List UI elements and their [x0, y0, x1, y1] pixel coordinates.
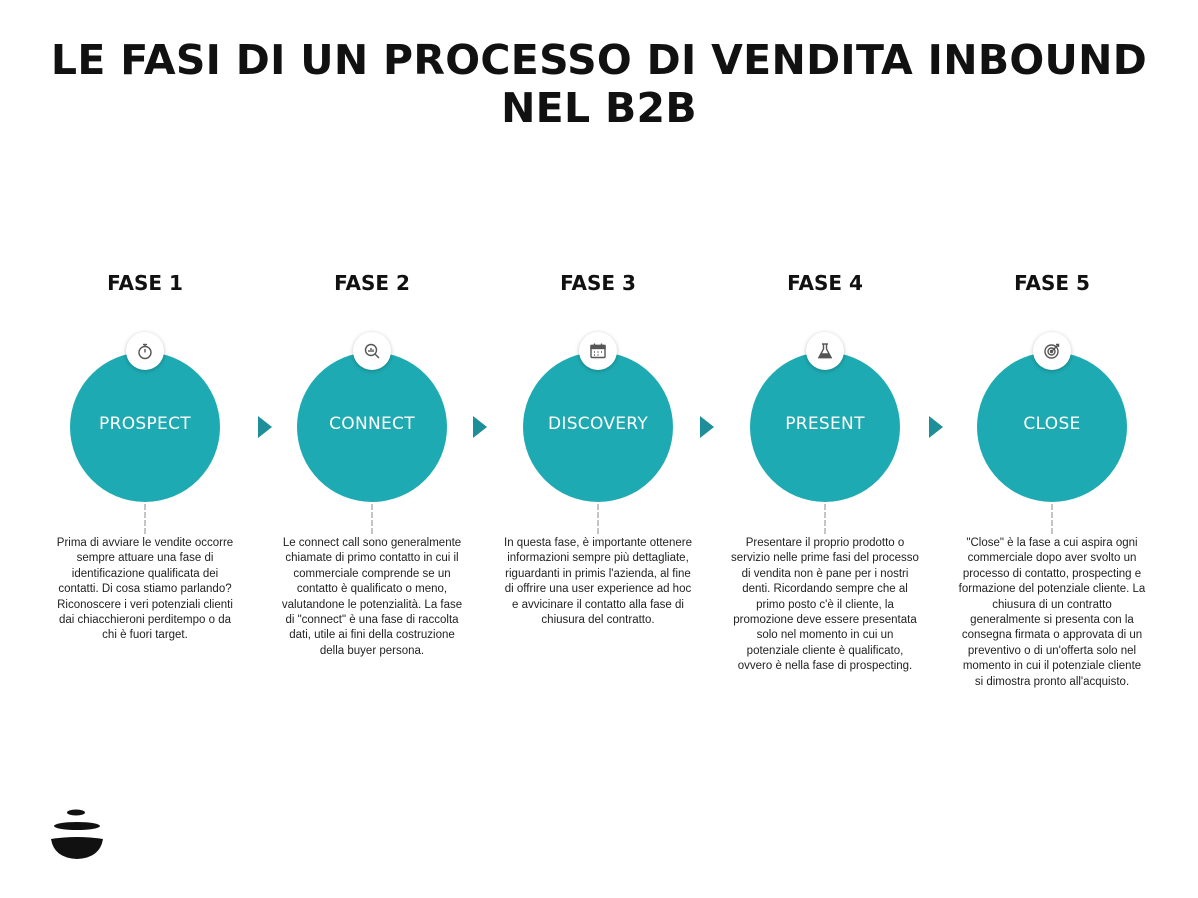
- dashed-connector: [824, 504, 826, 534]
- phase-label: FASE 3: [560, 271, 636, 295]
- arrow-right-icon: [473, 416, 487, 438]
- stacked-stones-logo: [48, 808, 106, 862]
- phase-description: Le connect call sono generalmente chiamate di primo contatto in cui il commerciale comprende se un contatto è qualificato o meno, valutandone le potenzialità. La fase di "connect" è una fase di raccolta dati, utile ai fini della costruzione della buyer persona.: [281, 537, 463, 657]
- phase-label: FASE 2: [334, 271, 410, 295]
- dashed-connector: [371, 504, 373, 534]
- phase-label: FASE 4: [787, 271, 863, 295]
- phase-5: [952, 0, 1152, 898]
- phase-name: PROSPECT: [99, 414, 191, 434]
- stopwatch-icon: [126, 332, 164, 370]
- phase-description: In questa fase, è importante ottenere informazioni sempre più dettagliate, riguardanti in primis l'azienda, al fine di offrire una user experience ad hoc e avvicinare il contatto alla fase di chiusura del contratto.: [504, 537, 692, 627]
- flask-icon: [806, 332, 844, 370]
- dashed-connector: [597, 504, 599, 534]
- calendar-icon: [579, 332, 617, 370]
- dashed-connector: [1051, 504, 1053, 534]
- phase-name: PRESENT: [785, 414, 865, 434]
- phase-3: [498, 0, 698, 898]
- phase-label: FASE 1: [107, 271, 183, 295]
- phase-name: DISCOVERY: [547, 414, 649, 434]
- phase-4: [725, 0, 925, 898]
- phase-label: FASE 5: [1014, 271, 1090, 295]
- arrow-right-icon: [700, 416, 714, 438]
- page-title: LE FASI DI UN PROCESSO DI VENDITA INBOUND NEL B2B: [50, 36, 1148, 132]
- target-icon: [1033, 332, 1071, 370]
- phase-name: CONNECT: [329, 414, 415, 434]
- phase-name: CLOSE: [1023, 414, 1081, 434]
- dashed-connector: [144, 504, 146, 534]
- phase-1: [45, 0, 245, 898]
- phase-description: "Close" è la fase a cui aspira ogni commerciale dopo aver svolto un processo di contatto, prospecting e formazione del potenziale cliente. La chiusura di un contratto generalmente si presenta con la consegna firmata o approvata di un preventivo o di un'offerta solo nel momento in cui il potenziale cliente si dimostra pronto all'acquisto.: [958, 537, 1146, 688]
- phase-description: Presentare il proprio prodotto o servizio nelle prime fasi del processo di vendita non è pane per i nostri denti. Ricordando sempre che al primo posto c'è il cliente, la promozione deve essere presentata solo nel momento in cui un potenziale cliente è qualificato, ovvero è nella fase di prospecting.: [731, 537, 919, 673]
- arrow-right-icon: [258, 416, 272, 438]
- search-chart-icon: [353, 332, 391, 370]
- phase-2: [272, 0, 472, 898]
- phase-description: Prima di avviare le vendite occorre sempre attuare una fase di identificazione qualificata dei contatti. Di cosa stiamo parlando? Riconoscere i veri potenziali clienti dai chiacchieroni perditempo o da chi è fuori target.: [56, 537, 234, 642]
- arrow-right-icon: [929, 416, 943, 438]
